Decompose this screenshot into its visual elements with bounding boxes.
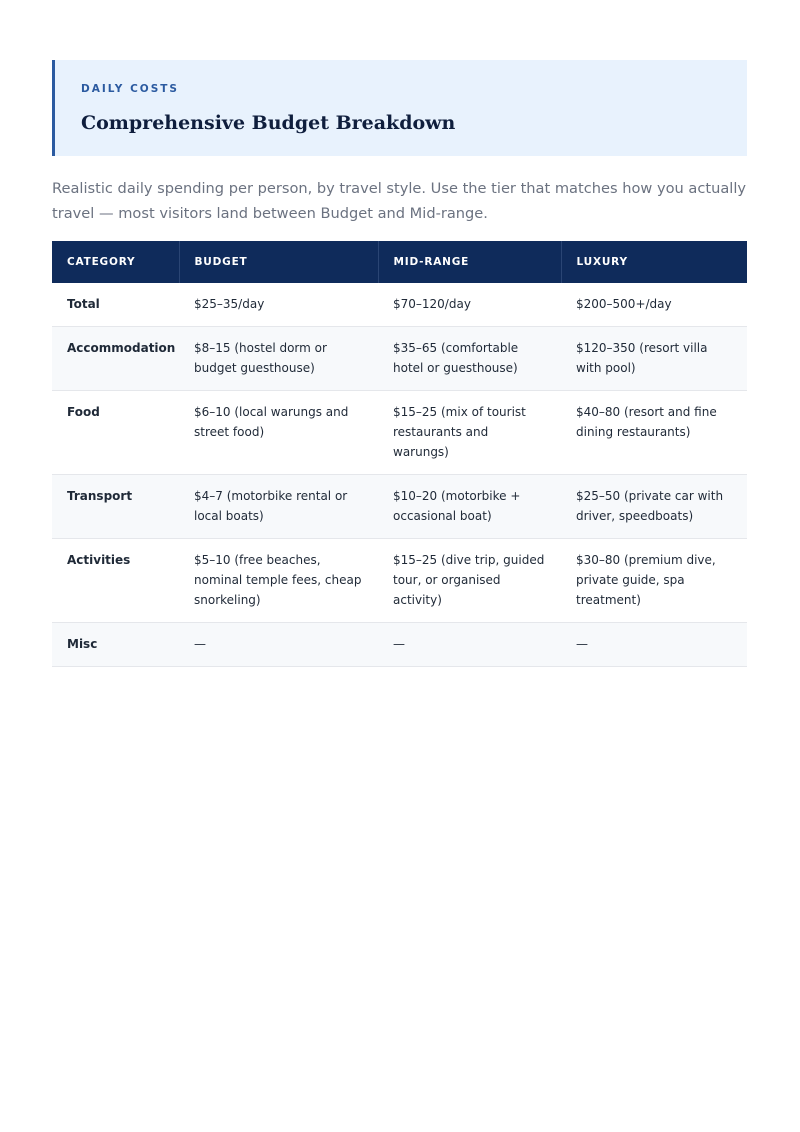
mid-range-cell: $15–25 (dive trip, guided tour, or organised activity) [378,539,561,623]
mid-range-cell: $15–25 (mix of tourist restaurants and warungs) [378,391,561,475]
row-category: Transport [52,475,179,539]
budget-cell: $5–10 (free beaches, nominal temple fees, cheap snorkeling) [179,539,378,623]
luxury-cell: $25–50 (private car with driver, speedboats) [561,475,747,539]
column-header-category: CATEGORY [52,241,179,283]
table-row [52,283,747,327]
mid-range-cell: $10–20 (motorbike + occasional boat) [378,475,561,539]
table-row [52,327,747,391]
table-row [52,539,747,623]
luxury-cell: $120–350 (resort villa with pool) [561,327,747,391]
page [52,60,747,667]
table-body [52,283,747,667]
mid-range-cell: $70–120/day [378,283,561,327]
row-category: Total [52,283,179,327]
table-header-row [52,241,747,283]
mid-range-cell: — [378,623,561,667]
budget-cell: — [179,623,378,667]
luxury-cell: $40–80 (resort and fine dining restaurants) [561,391,747,475]
mid-range-cell: $35–65 (comfortable hotel or guesthouse) [378,327,561,391]
table-row [52,623,747,667]
luxury-cell: $30–80 (premium dive, private guide, spa treatment) [561,539,747,623]
row-category: Misc [52,623,179,667]
column-header-luxury: LUXURY [576,256,628,268]
column-header-budget: BUDGET [179,241,378,283]
row-category: Activities [52,539,179,623]
row-category: Food [52,391,179,475]
column-header-mid-range: MID-RANGE [378,241,561,283]
budget-cell: $8–15 (hostel dorm or budget guesthouse) [179,327,378,391]
intro-paragraph: Realistic daily spending per person, by travel style. Use the tier that matches how you actually travel — most visitors land between Budget and Mid-range. [52,180,747,222]
budget-cell: $25–35/day [179,283,378,327]
table-row [52,391,747,475]
luxury-cell: $200–500+/day [561,283,747,327]
luxury-cell: — [561,623,747,667]
budget-cell: $4–7 (motorbike rental or local boats) [179,475,378,539]
section-header [52,60,747,156]
row-category: Accommodation [52,327,179,391]
section-title: Comprehensive Budget Breakdown [81,112,456,134]
table-row [52,475,747,539]
table-header [52,241,747,283]
budget-cell: $6–10 (local warungs and street food) [179,391,378,475]
budget-table [52,241,747,667]
section-eyebrow: DAILY COSTS [81,83,179,95]
